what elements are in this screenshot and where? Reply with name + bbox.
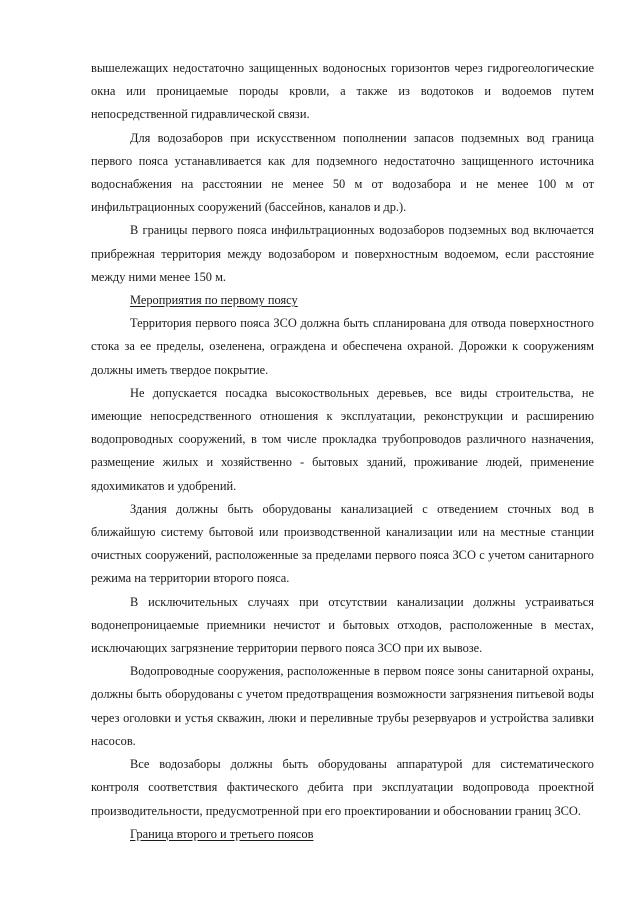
- document-body: [91, 57, 594, 846]
- section-heading-second-third-belts: [91, 823, 594, 846]
- paragraph-territory-planning: Территория первого пояса ЗСО должна быть спланирована для отвода поверхностного стока за ее пределы, озеленена, ограждена и обеспечена охраной. Дорожки к сооружениям должны иметь твердое покрытие.: [91, 316, 594, 377]
- paragraph-water-structures: Водопроводные сооружения, расположенные в первом поясе зоны санитарной охраны, должны быть оборудованы с учетом предотвращения возможности загрязнения питьевой воды через оголовки и устья скважин, люки и переливные трубы резервуаров и устройства заливки насосов.: [91, 664, 594, 748]
- paragraph-sewerage: Здания должны быть оборудованы канализацией с отведением сточных вод в ближайшую систему бытовой или производственной канализации или на местные станции очистных сооружений, расположенные за пределами первого пояса ЗСО с учетом санитарного режима на территории второго пояса.: [91, 501, 594, 586]
- paragraph-artificial-recharge: Для водозаборов при искусственном пополнении запасов подземных вод граница первого пояса устанавливается как для подземного недостаточно защищенного источника водоснабжения на расстоянии не менее 50 м от водозабора и не менее 100 м от инфильтрационных сооружений (бассейнов, каналов и др.).: [91, 130, 594, 215]
- section-heading-second-third-belts-text: Граница второго и третьего поясов: [130, 826, 314, 841]
- paragraph-waste-receivers: В исключительных случаях при отсутствии канализации должны устраиваться водонепроницаемые приемники нечистот и бытовых отходов, расположенные в местах, исключающих загрязнение территории первого пояса ЗСО при их вывозе.: [91, 594, 594, 656]
- paragraph-flow-control: Все водозаборы должны быть оборудованы аппаратурой для систематического контроля соответствия фактического дебита при эксплуатации водопровода проектной производительности, предусмотренной при его проектировании и обосновании границ ЗСО.: [91, 757, 594, 818]
- section-heading-first-belt-text: Мероприятия по первому поясу: [130, 293, 298, 308]
- paragraph-prohibitions: Не допускается посадка высокоствольных деревьев, все виды строительства, не имеющие непосредственного отношения к эксплуатации, реконструкции и расширению водопроводных сооружений, в том числе прокладка трубопроводов различного назначения, размещение жилых и хозяйственно - бытовых зданий, проживание людей, применение ядохимикатов и удобрений.: [91, 385, 594, 493]
- paragraph-coastal-territory: В границы первого пояса инфильтрационных водозаборов подземных вод включается прибрежная территория между водозабором и поверхностным водоемом, если расстояние между ними менее 150 м.: [91, 223, 594, 284]
- section-heading-first-belt: [91, 289, 594, 312]
- paragraph-continuation: вышележащих недостаточно защищенных водоносных горизонтов через гидрогеологические окна или проницаемые породы кровли, а также из водотоков и водоемов путем непосредственной гидравлической связи.: [91, 61, 594, 122]
